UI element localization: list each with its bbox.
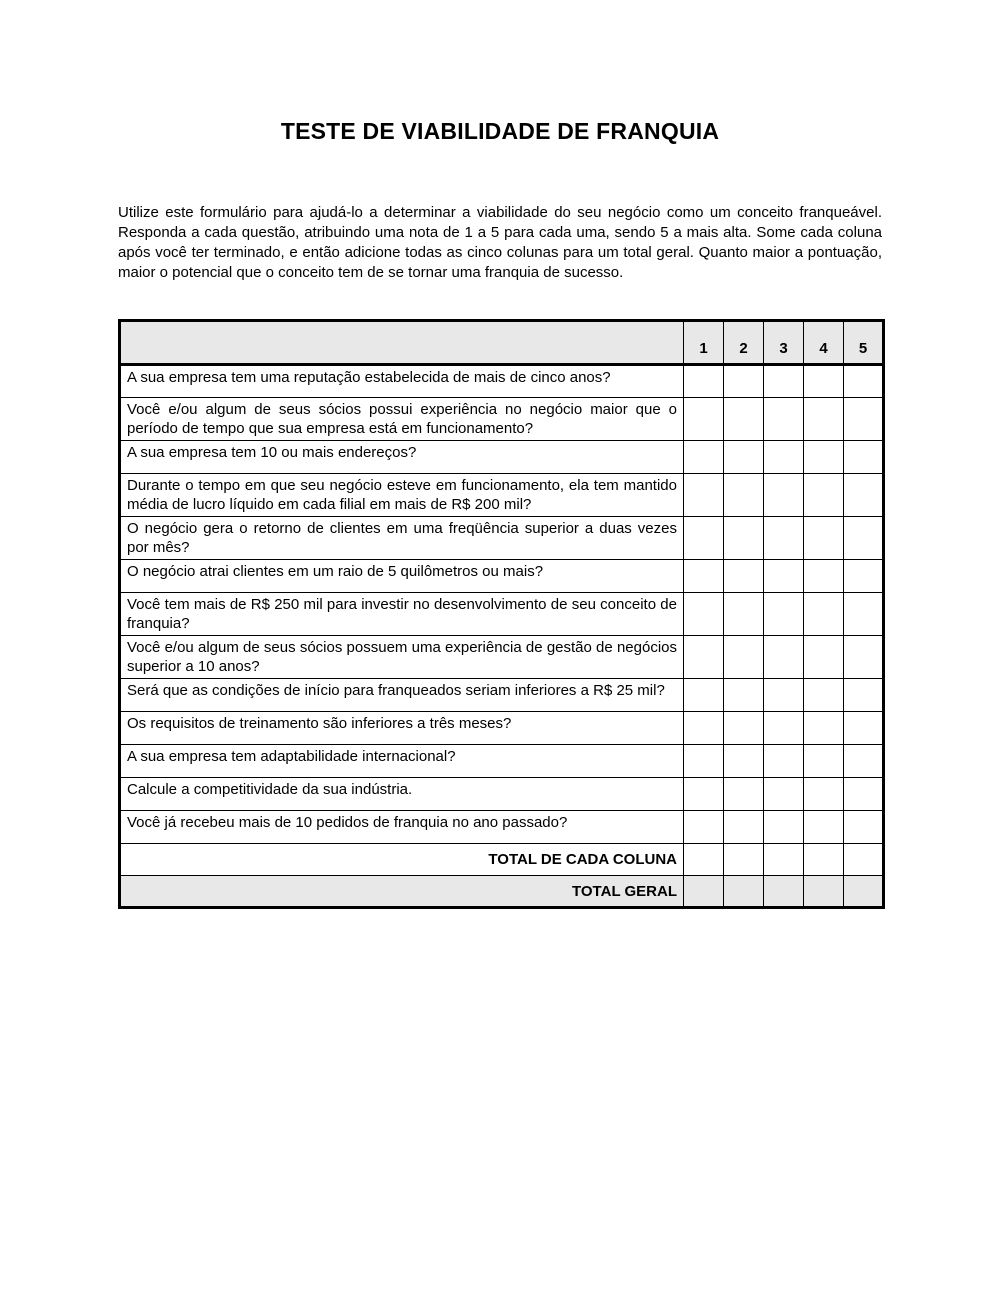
rating-cell[interactable]: [764, 560, 804, 593]
rating-cell[interactable]: [804, 517, 844, 560]
rating-cell[interactable]: [764, 398, 804, 441]
total-cell[interactable]: [804, 844, 844, 876]
rating-cell[interactable]: [844, 398, 884, 441]
total-cell[interactable]: [724, 844, 764, 876]
rating-cell[interactable]: [844, 811, 884, 844]
total-geral-cell[interactable]: [764, 876, 804, 908]
table-row: [120, 441, 884, 474]
rating-cell[interactable]: [684, 365, 724, 398]
table-row: [120, 679, 884, 712]
rating-cell[interactable]: [724, 365, 764, 398]
table-row: [120, 517, 884, 560]
rating-cell[interactable]: [844, 745, 884, 778]
rating-header-1: 1: [684, 321, 724, 365]
question-cell: A sua empresa tem uma reputação estabelecida de mais de cinco anos?: [120, 365, 684, 398]
rating-cell[interactable]: [804, 811, 844, 844]
rating-cell[interactable]: [804, 636, 844, 679]
rating-cell[interactable]: [724, 679, 764, 712]
total-geral-row: [120, 876, 884, 908]
table-row: [120, 778, 884, 811]
rating-cell[interactable]: [804, 712, 844, 745]
rating-cell[interactable]: [684, 474, 724, 517]
rating-cell[interactable]: [764, 679, 804, 712]
rating-cell[interactable]: [844, 679, 884, 712]
rating-cell[interactable]: [764, 517, 804, 560]
rating-cell[interactable]: [844, 474, 884, 517]
rating-cell[interactable]: [804, 398, 844, 441]
rating-cell[interactable]: [804, 593, 844, 636]
rating-header-2: 2: [724, 321, 764, 365]
rating-cell[interactable]: [684, 778, 724, 811]
rating-cell[interactable]: [764, 593, 804, 636]
rating-cell[interactable]: [844, 517, 884, 560]
viability-table: [118, 319, 885, 909]
rating-cell[interactable]: [804, 474, 844, 517]
question-cell: O negócio atrai clientes em um raio de 5 quilômetros ou mais?: [120, 560, 684, 593]
total-geral-cell[interactable]: [844, 876, 884, 908]
table-row: [120, 398, 884, 441]
table-row: [120, 636, 884, 679]
rating-cell[interactable]: [844, 593, 884, 636]
question-cell: A sua empresa tem adaptabilidade internacional?: [120, 745, 684, 778]
rating-cell[interactable]: [764, 712, 804, 745]
rating-cell[interactable]: [684, 593, 724, 636]
rating-cell[interactable]: [804, 745, 844, 778]
rating-cell[interactable]: [844, 712, 884, 745]
rating-cell[interactable]: [724, 474, 764, 517]
rating-cell[interactable]: [724, 745, 764, 778]
rating-cell[interactable]: [724, 441, 764, 474]
rating-cell[interactable]: [804, 778, 844, 811]
table-row: [120, 593, 884, 636]
rating-cell[interactable]: [764, 636, 804, 679]
document-page: [118, 0, 882, 909]
rating-cell[interactable]: [764, 365, 804, 398]
question-cell: Você e/ou algum de seus sócios possuem uma experiência de gestão de negócios superior a 10 anos?: [120, 636, 684, 679]
rating-cell[interactable]: [804, 441, 844, 474]
rating-cell[interactable]: [724, 593, 764, 636]
total-geral-cell[interactable]: [724, 876, 764, 908]
rating-cell[interactable]: [844, 636, 884, 679]
total-column-row: [120, 844, 884, 876]
rating-cell[interactable]: [684, 712, 724, 745]
question-cell: Você já recebeu mais de 10 pedidos de franquia no ano passado?: [120, 811, 684, 844]
rating-header-4: 4: [804, 321, 844, 365]
rating-cell[interactable]: [684, 398, 724, 441]
table-row: [120, 560, 884, 593]
question-cell: Calcule a competitividade da sua indústria.: [120, 778, 684, 811]
total-cell[interactable]: [844, 844, 884, 876]
rating-cell[interactable]: [764, 474, 804, 517]
question-cell: Você e/ou algum de seus sócios possui experiência no negócio maior que o período de tempo que sua empresa está em funcionamento?: [120, 398, 684, 441]
rating-cell[interactable]: [844, 560, 884, 593]
question-cell: Você tem mais de R$ 250 mil para investir no desenvolvimento de seu conceito de franquia?: [120, 593, 684, 636]
question-cell: A sua empresa tem 10 ou mais endereços?: [120, 441, 684, 474]
rating-cell[interactable]: [684, 811, 724, 844]
table-row: [120, 474, 884, 517]
rating-cell[interactable]: [764, 745, 804, 778]
rating-header-row: [120, 321, 884, 365]
rating-cell[interactable]: [684, 636, 724, 679]
rating-cell[interactable]: [724, 517, 764, 560]
page-title: TESTE DE VIABILIDADE DE FRANQUIA: [280, 118, 720, 144]
rating-cell[interactable]: [724, 778, 764, 811]
rating-cell[interactable]: [724, 811, 764, 844]
question-cell: Durante o tempo em que seu negócio esteve em funcionamento, ela tem mantido média de lucro líquido em cada filial em mais de R$ 200 mil?: [120, 474, 684, 517]
rating-cell[interactable]: [844, 778, 884, 811]
table-row: [120, 811, 884, 844]
table-row: [120, 712, 884, 745]
rating-cell[interactable]: [724, 398, 764, 441]
rating-cell[interactable]: [684, 679, 724, 712]
table-row: [120, 745, 884, 778]
total-geral-cell[interactable]: [684, 876, 724, 908]
rating-cell[interactable]: [684, 560, 724, 593]
header-corner-cell: [120, 321, 684, 365]
total-geral-label: TOTAL GERAL: [120, 876, 684, 908]
rating-cell[interactable]: [724, 712, 764, 745]
rating-header-5: 5: [844, 321, 884, 365]
total-column-label: TOTAL DE CADA COLUNA: [120, 844, 684, 876]
question-cell: Os requisitos de treinamento são inferiores a três meses?: [120, 712, 684, 745]
total-geral-cell[interactable]: [804, 876, 844, 908]
total-cell[interactable]: [684, 844, 724, 876]
rating-cell[interactable]: [684, 517, 724, 560]
rating-cell[interactable]: [844, 365, 884, 398]
rating-cell[interactable]: [724, 636, 764, 679]
rating-cell[interactable]: [804, 679, 844, 712]
intro-paragraph: Utilize este formulário para ajudá-lo a determinar a viabilidade do seu negócio como um conceito franqueável. Responda a cada questão, atribuindo uma nota de 1 a 5 para cada uma, sendo 5 a mais alta. Some cada coluna após você ter terminado, e então adicione todas as cinco colunas para um total geral. Quanto maior a pontuação, maior o potencial que o conceito tem de se tornar uma franquia de sucesso.: [118, 204, 882, 281]
question-cell: O negócio gera o retorno de clientes em uma freqüência superior a duas vezes por mês?: [120, 517, 684, 560]
rating-cell[interactable]: [844, 441, 884, 474]
rating-cell[interactable]: [764, 441, 804, 474]
rating-cell[interactable]: [804, 365, 844, 398]
rating-cell[interactable]: [684, 745, 724, 778]
rating-header-3: 3: [764, 321, 804, 365]
viability-table-body: [120, 365, 884, 844]
rating-cell[interactable]: [684, 441, 724, 474]
rating-cell[interactable]: [764, 811, 804, 844]
rating-cell[interactable]: [764, 778, 804, 811]
rating-cell[interactable]: [724, 560, 764, 593]
question-cell: Será que as condições de início para franqueados seriam inferiores a R$ 25 mil?: [120, 679, 684, 712]
total-cell[interactable]: [764, 844, 804, 876]
rating-cell[interactable]: [804, 560, 844, 593]
table-row: [120, 365, 884, 398]
